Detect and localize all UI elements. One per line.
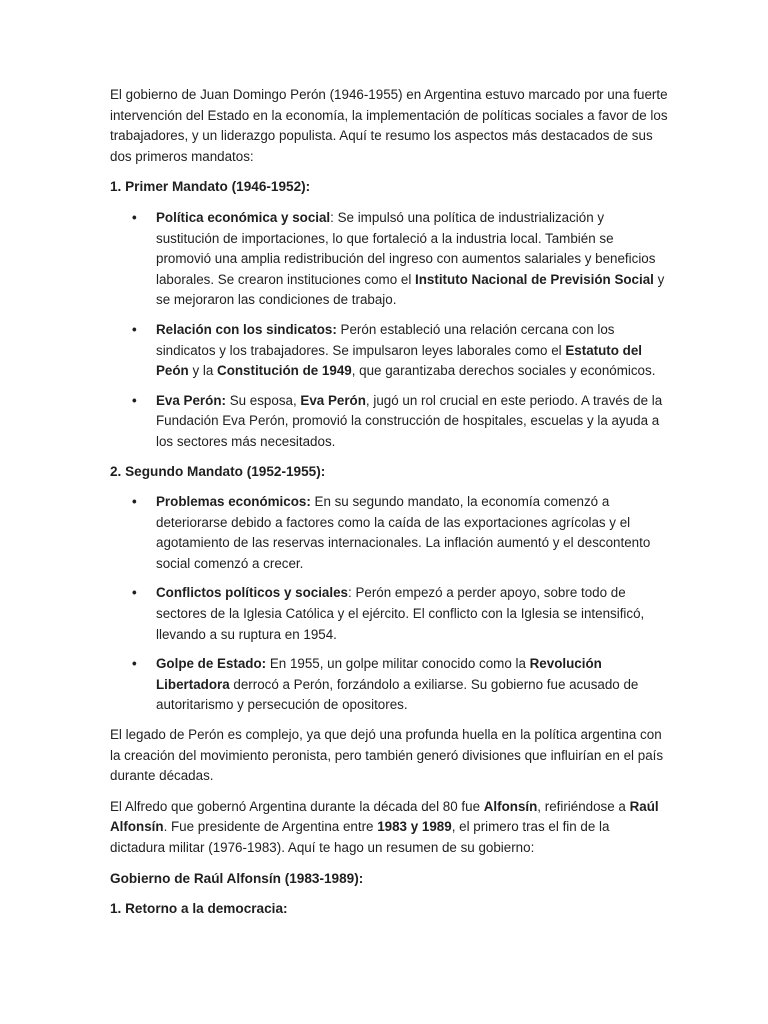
bullet-icon: • [132, 585, 137, 601]
bold-term: 1983 y 1989 [377, 819, 452, 835]
section-heading-primer-mandato: 1. Primer Mandato (1946-1952): [110, 179, 311, 195]
bullet-icon: • [132, 494, 137, 510]
item-label: Problemas económicos: [156, 494, 311, 510]
item-text: En 1955, un golpe militar conocido como la [266, 656, 530, 672]
bullet-icon: • [132, 321, 137, 337]
bullet-icon: • [132, 656, 137, 672]
item-label: Eva Perón: [156, 392, 226, 408]
bullet-icon: • [132, 392, 137, 408]
list-item [132, 492, 668, 574]
item-text: , que garantizaba derechos sociales y económicos. [351, 363, 656, 379]
item-text: , jugó un rol crucial en este periodo. A través de la Fundación Eva Perón, promovió la construcción de hospitales, escuelas y la ayuda a los sectores más necesitados. [156, 392, 663, 449]
legacy-paragraph: El legado de Perón es complejo, ya que dejó una profunda huella en la política argentina con la creación del movimiento peronista, pero también generó divisiones que influirían en el país durante décadas. [110, 727, 664, 784]
item-bold-term: Eva Perón [300, 392, 366, 408]
item-text: derrocó a Perón, forzándolo a exiliarse. Su gobierno fue acusado de autoritarismo y persecución de opositores. [156, 676, 639, 713]
item-bold-term: Revolución Libertadora [156, 656, 602, 692]
segundo-mandato-list [110, 492, 668, 716]
item-text: Perón estableció una relación cercana con los sindicatos y los trabajadores. Se impulsaron leyes laborales como el [156, 321, 615, 358]
item-text: Se impulsó una política de industrialización y sustitución de importaciones, lo que fortaleció a la industria local. También se promovió una amplia redistribución del ingreso con aumentos salariales y beneficios laborales. Se crearon instituciones como el [156, 209, 656, 287]
list-item: • Política económica y social: Se impulsó una política de industrialización y sustitución de importaciones, lo que fortaleció a la industria local. También se promovió una amplia redistribución del ingreso con aumentos salariales y beneficios laborales. Se crearon instituciones como el Instituto Nacional de Previsión Social y se mejoraron las condiciones de trabajo. [132, 209, 665, 308]
item-text: Perón empezó a perder apoyo, sobre todo de sectores de la Iglesia Católica y el ejército. El conflicto con la Iglesia se intensificó, llevando a su ruptura en 1954. [156, 585, 645, 642]
item-text: En su segundo mandato, la economía comenzó a deteriorarse debido a factores como la caída de las exportaciones agrícolas y el agotamiento de las reservas internacionales. La inflación aumentó y el descontento social comenzó a crecer. [156, 494, 651, 571]
item-label: Golpe de Estado: [156, 656, 267, 672]
list-item: • Conflictos políticos y sociales: Perón empezó a perder apoyo, sobre todo de sectores de la Iglesia Católica y el ejército. El conflicto con la Iglesia se intensificó, llevando a su ruptura en 1954. [132, 585, 645, 642]
item-label: Conflictos políticos y sociales [156, 585, 348, 601]
item-label: Política económica y social [156, 209, 331, 225]
item-bold-term: Constitución de 1949 [217, 363, 352, 379]
list-item [132, 654, 668, 716]
item-text: y la [188, 363, 218, 379]
item-bold-term: Estatuto del Peón [156, 342, 643, 379]
bullet-icon: • [132, 209, 137, 225]
alfonsin-paragraph: El Alfredo que gobernó Argentina durante la década del 80 fue Alfonsín, refiriéndose a Raúl Alfonsín. Fue presidente de Argentina entre 1983 y 1989, el primero tras el fin de la dictadura militar (1976-1983). Aquí te hago un resumen de su gobierno: [110, 798, 659, 855]
section-heading-retorno-democracia: 1. Retorno a la democracia: [110, 901, 288, 917]
item-text: y se mejoraron las condiciones de trabajo. [156, 271, 665, 308]
list-item [132, 391, 668, 453]
intro-paragraph: El gobierno de Juan Domingo Perón (1946-1955) en Argentina estuvo marcado por una fuerte intervención del Estado en la economía, la implementación de políticas sociales a favor de los trabajadores, y un liderazgo populista. Aquí te resumo los aspectos más destacados de sus dos primeros mandatos: [110, 87, 668, 164]
bold-term: Raúl Alfonsín [110, 798, 659, 835]
section-heading-alfonsin: Gobierno de Raúl Alfonsín (1983-1989): [110, 870, 364, 886]
bold-term: Alfonsín [483, 798, 538, 814]
item-text: Su esposa, [225, 392, 301, 408]
item-bold-term: Instituto Nacional de Previsión Social [415, 271, 654, 287]
list-item [132, 320, 668, 382]
section-heading-segundo-mandato: 2. Segundo Mandato (1952-1955): [110, 463, 326, 479]
primer-mandato-list [110, 208, 668, 453]
item-label: Relación con los sindicatos: [156, 321, 337, 337]
